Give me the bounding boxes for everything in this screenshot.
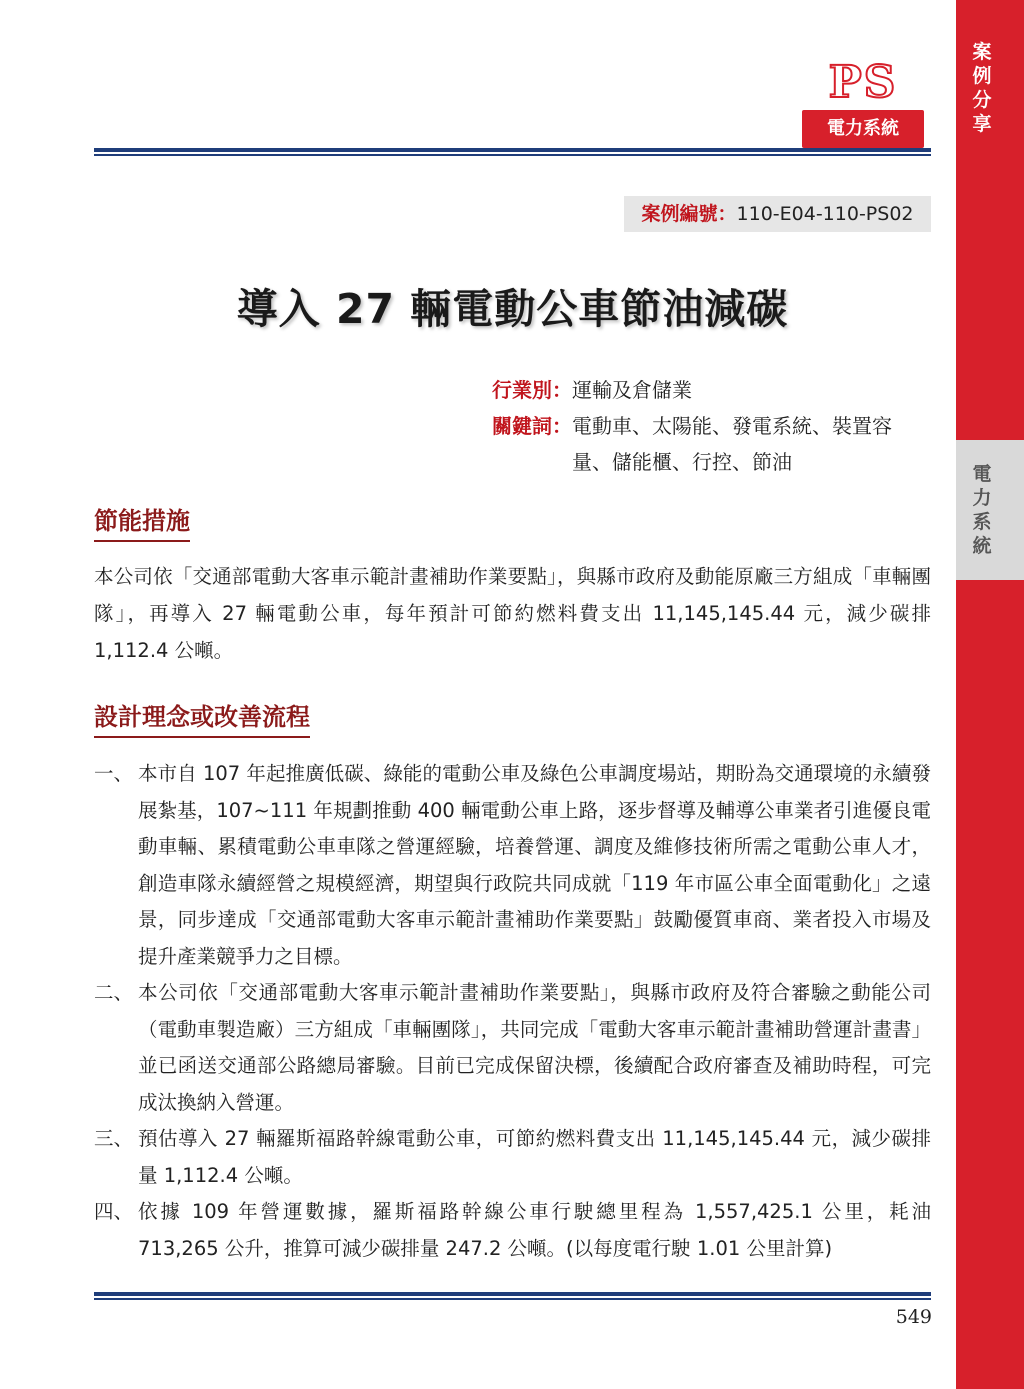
industry-value: 運輸及倉儲業 [572, 378, 692, 402]
side-tab-case-share-label: 案例分享 [972, 41, 992, 135]
side-tab-case-share [962, 40, 1002, 136]
list-item [94, 1194, 931, 1267]
side-tab-power-system-label: 電力系統 [972, 463, 992, 557]
industry-label: 行業別： [492, 378, 572, 402]
page-title: 導入 27 輛電動公車節油減碳 [236, 285, 789, 333]
case-number-box [624, 196, 931, 232]
list-item-number: 二、 [94, 981, 134, 1004]
measures-paragraph: 本公司依「交通部電動大客車示範計畫補助作業要點」，與縣市政府及動能原廠三方組成「車輛團隊」，再導入 27 輛電動公車，每年預計可節約燃料費支出 11,145,145.44 元，減少碳排 1,112.4 公噸。 [94, 565, 931, 662]
section-heading-measures: 節能措施 [94, 504, 190, 542]
list-item [94, 1121, 931, 1194]
case-number-value: 110-E04-110-PS02 [736, 203, 914, 225]
header-rule [94, 148, 931, 156]
footer-rule [94, 1292, 931, 1300]
keywords-value: 電動車、太陽能、發電系統、裝置容量、儲能櫃、行控、節油 [572, 414, 892, 474]
side-tab-bar [956, 0, 1024, 1389]
list-item [94, 975, 931, 1121]
keywords-row [492, 408, 908, 480]
list-item-text: 預估導入 27 輛羅斯福路幹線電動公車，可節約燃料費支出 11,145,145.44 元，減少碳排量 1,112.4 公噸。 [138, 1127, 931, 1187]
list-item-number: 三、 [94, 1127, 134, 1150]
list-item [94, 756, 931, 975]
design-list [94, 756, 931, 1267]
section-heading-design: 設計理念或改善流程 [94, 700, 310, 738]
ps-logo: PS [828, 57, 898, 108]
keywords-label: 關鍵詞： [492, 414, 572, 438]
list-item-number: 四、 [94, 1200, 134, 1223]
list-item-text: 依據 109 年營運數據，羅斯福路幹線公車行駛總里程為 1,557,425.1 公里，耗油 713,265 公升，推算可減少碳排量 247.2 公噸。(以每度電行駛 1.01 公里計算) [138, 1200, 931, 1260]
list-item-text: 本公司依「交通部電動大客車示範計畫補助作業要點」，與縣市政府及符合審驗之動能公司（電動車製造廠）三方組成「車輛團隊」，共同完成「電動大客車示範計畫補助營運計畫書」並已函送交通部公路總局審驗。目前已完成保留決標，後續配合政府審查及補助時程，可完成汰換納入營運。 [138, 981, 931, 1114]
case-number-label: 案例編號： [641, 203, 737, 225]
case-meta [492, 372, 908, 480]
list-item-text: 本市自 107 年起推廣低碳、綠能的電動公車及綠色公車調度場站，期盼為交通環境的永續發展紮基，107~111 年規劃推動 400 輛電動公車上路，逐步督導及輔導公車業者引進優良電動車輛、累積電動公車車隊之營運經驗，培養營運、調度及維修技術所需之電動公車人才，創造車隊永續經營之規模經濟，期望與行政院共同成就「119 年市區公車全面電動化」之遠景，同步達成「交通部電動大客車示範計畫補助作業要點」鼓勵優質車商、業者投入市場及提升產業競爭力之目標。 [138, 762, 931, 968]
page-number: 549 [895, 1306, 932, 1328]
list-item-number: 一、 [94, 762, 134, 785]
side-tab-power-system [962, 462, 1002, 558]
category-label: 電力系統 [802, 110, 924, 148]
industry-row [492, 372, 908, 408]
